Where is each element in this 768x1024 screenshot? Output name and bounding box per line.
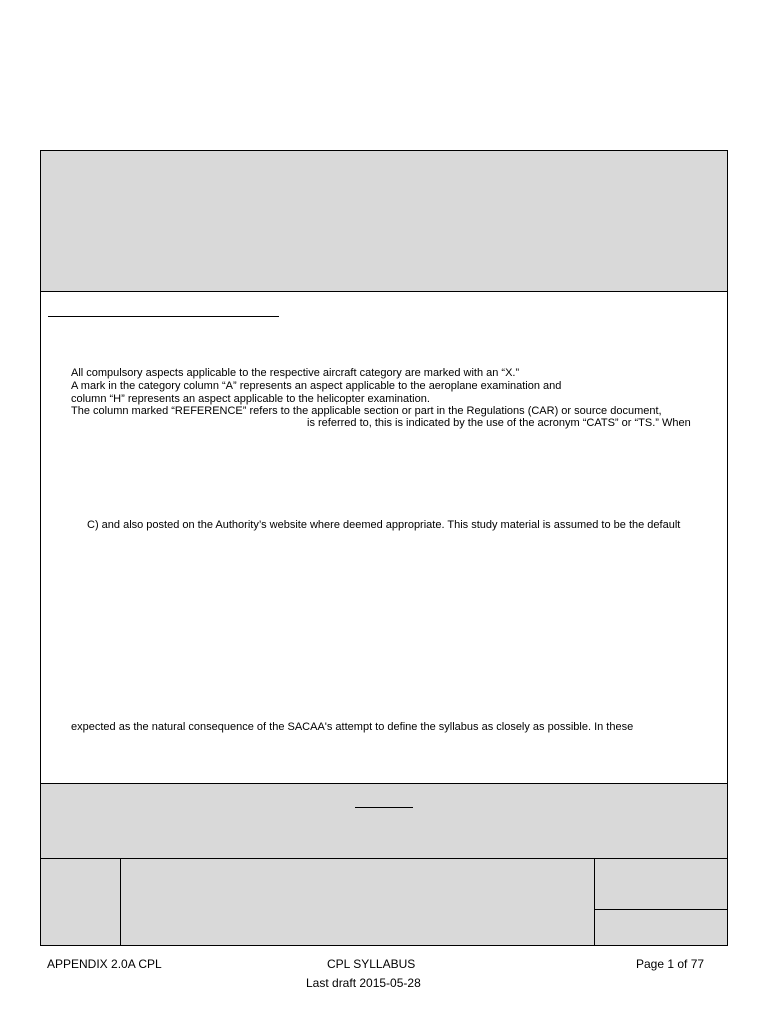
- footer-left: APPENDIX 2.0A CPL: [47, 957, 162, 971]
- section-band-underline: [355, 807, 413, 808]
- footer-page-number: Page 1 of 77: [636, 957, 705, 971]
- body-line-6: C) and also posted on the Authority’s website where deemed appropriate. This study material is assumed to be the default: [87, 519, 681, 531]
- body-line-1: All compulsory aspects applicable to the respective aircraft category are marked with an “X.”: [71, 367, 520, 379]
- bottom-table-right-top-cell: [595, 859, 727, 910]
- footer-center-date: Last draft 2015-05-28: [306, 976, 421, 990]
- footer-center-title: CPL SYLLABUS: [327, 957, 416, 971]
- body-line-4: The column marked “REFERENCE” refers to the applicable section or part in the Regulations (CAR) or source document,: [71, 405, 662, 417]
- bottom-table-right-bottom-cell: [595, 910, 727, 945]
- document-frame: [40, 150, 728, 946]
- body-line-7: expected as the natural consequence of the SACAA's attempt to define the syllabus as closely as possible. In these: [71, 721, 634, 733]
- body-line-2: A mark in the category column “A” represents an aspect applicable to the aeroplane examination and: [71, 380, 562, 392]
- section-band: [41, 783, 727, 859]
- bottom-table-left-cell: [41, 859, 121, 945]
- bottom-table-middle-cell: [121, 859, 595, 945]
- body-line-3: column “H” represents an aspect applicable to the helicopter examination.: [71, 393, 430, 405]
- body-line-5: is referred to, this is indicated by the use of the acronym “CATS” or “TS.” When: [307, 417, 691, 429]
- bottom-table: [41, 859, 727, 945]
- header-band: [41, 151, 727, 292]
- heading-underline: [48, 316, 279, 317]
